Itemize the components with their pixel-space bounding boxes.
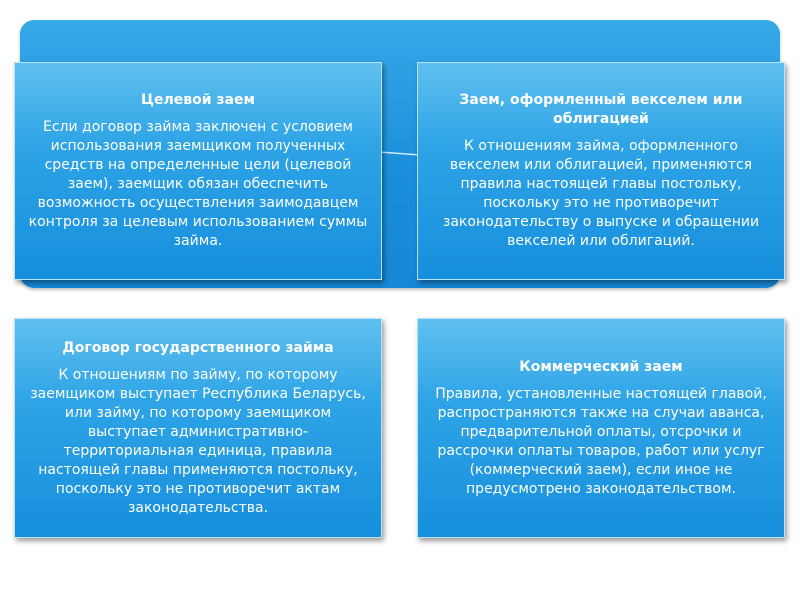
box-title: Договор государственного займа xyxy=(62,339,334,356)
box-text: К отношениям займа, оформленного векселем или облигацией, применяются правила настоящей главы постольку, поскольку это не противоречит законодательству о выпуске и обращении векселей или облигаций. xyxy=(442,138,760,249)
box-title: Коммерческий заем xyxy=(519,358,683,375)
box-target-loan xyxy=(14,62,382,280)
box-commercial-loan xyxy=(417,318,785,538)
box-text: К отношениям по займу, по которому заемщиком выступает Республика Беларусь, или займу, по которому заемщиком выступает административно-территориальная единица, правила настоящей главы применяются постольку, поскольку это не противоречит актам законодательства. xyxy=(30,366,366,516)
box-text: Правила, установленные настоящей главой, распространяются также на случаи аванса, предварительной оплаты, отсрочки и рассрочки оплаты товаров, работ или услуг (коммерческий заем), если иное не предусмотрено законодательством. xyxy=(435,385,767,497)
box-state-loan xyxy=(14,318,382,538)
box-title: Целевой заем xyxy=(141,92,255,108)
connector-line xyxy=(380,150,420,158)
box-bill-bond-loan xyxy=(417,62,785,280)
box-title: Заем, оформленный векселем или облигацией xyxy=(459,92,743,127)
box-text: Если договор займа заключен с условием использования заемщиком полученных средств на определенные цели (целевой заем), заемщик обязан обеспечить возможность осуществления заимодавцем контроля за целевым использованием суммы займа. xyxy=(28,119,368,249)
